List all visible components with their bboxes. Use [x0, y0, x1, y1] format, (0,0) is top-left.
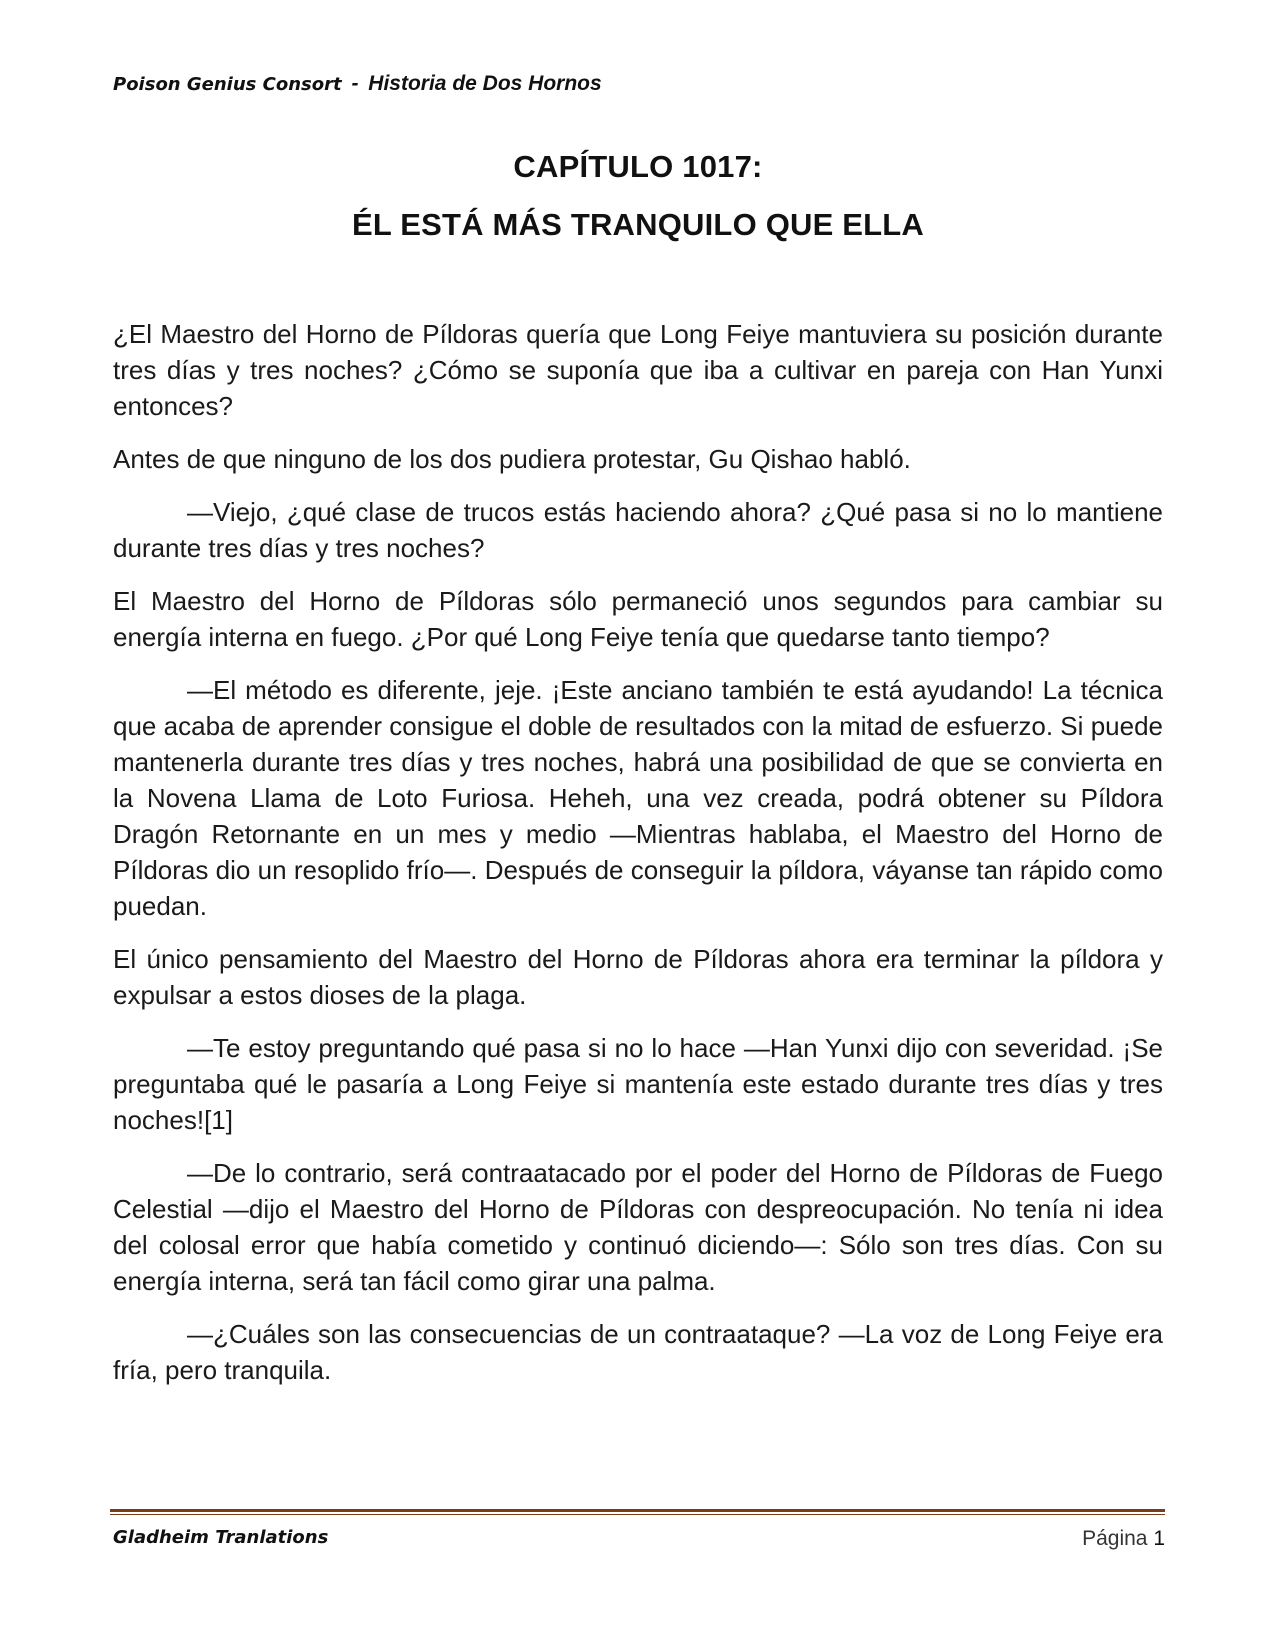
header-separator: - [351, 72, 359, 95]
dialogue-paragraph: —Viejo, ¿qué clase de trucos estás haciendo ahora? ¿Qué pasa si no lo mantiene durante tres días y tres noches? [113, 497, 1163, 563]
header-subtitle: Historia de Dos Hornos [368, 72, 602, 95]
series-title: Poison Genius Consort [113, 74, 342, 95]
running-header [113, 72, 602, 96]
dialogue-paragraph: —El método es diferente, jeje. ¡Este anciano también te está ayudando! La técnica que acaba de aprender consigue el doble de resultados con la mitad de esfuerzo. Si puede mantenerla durante tres días y tres noches, habrá una posibilidad de que se convierta en la Novena Llama de Loto Furiosa. Heheh, una vez creada, podrá obtener su Píldora Dragón Retornante en un mes y medio —Mientras hablaba, el Maestro del Horno de Píldoras dio un resoplido frío—. Después de conseguir la píldora, váyanse tan rápido como puedan. [113, 675, 1163, 921]
footer-translator: Gladheim Tranlations [113, 1527, 329, 1548]
chapter-body [113, 316, 1163, 1405]
page-label: Página [1082, 1527, 1148, 1550]
dialogue-paragraph: —De lo contrario, será contraatacado por el poder del Horno de Píldoras de Fuego Celestial —dijo el Maestro del Horno de Píldoras con despreocupación. No tenía ni idea del colosal error que había cometido y continuó diciendo—: Sólo son tres días. Con su energía interna, será tan fácil como girar una palma. [113, 1158, 1163, 1296]
paragraph: El único pensamiento del Maestro del Horno de Píldoras ahora era terminar la píldora y expulsar a estos dioses de la plaga. [113, 944, 1163, 1010]
paragraph: Antes de que ninguno de los dos pudiera protestar, Gu Qishao habló. [113, 444, 911, 474]
dialogue-paragraph: —Te estoy preguntando qué pasa si no lo hace —Han Yunxi dijo con severidad. ¡Se preguntaba qué le pasaría a Long Feiye si mantenía este estado durante tres días y tres noches![1] [113, 1033, 1163, 1135]
dialogue-paragraph: —¿Cuáles son las consecuencias de un contraataque? —La voz de Long Feiye era fría, pero tranquila. [113, 1319, 1163, 1385]
chapter-number: CAPÍTULO 1017: [513, 149, 763, 184]
paragraph: El Maestro del Horno de Píldoras sólo permaneció unos segundos para cambiar su energía interna en fuego. ¿Por qué Long Feiye tenía que quedarse tanto tiempo? [113, 586, 1163, 652]
page-number [1082, 1527, 1165, 1551]
paragraph: ¿El Maestro del Horno de Píldoras quería que Long Feiye mantuviera su posición durante tres días y tres noches? ¿Cómo se suponía que iba a cultivar en pareja con Han Yunxi entonces? [113, 319, 1163, 421]
page-number-value: 1 [1153, 1527, 1165, 1550]
footer-rule [110, 1509, 1165, 1515]
chapter-title: ÉL ESTÁ MÁS TRANQUILO QUE ELLA [351, 207, 925, 242]
